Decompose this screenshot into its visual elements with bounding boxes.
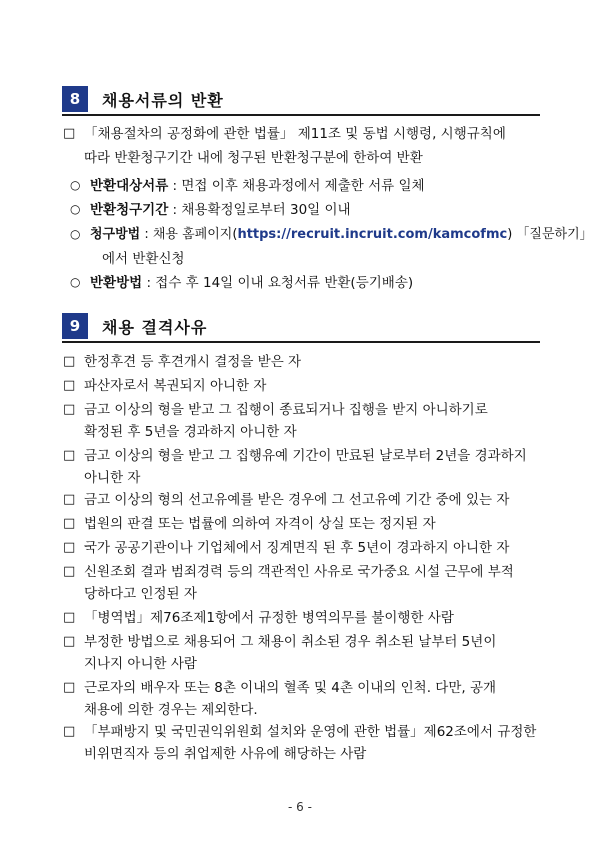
checkbox-marker: □ — [63, 354, 76, 369]
item-text: 근로자의 배우자 또는 8촌 이내의 혈족 및 4촌 이내의 인척. 다만, 공개 — [84, 680, 497, 696]
circle-marker: ○ — [70, 227, 81, 241]
section-divider — [62, 114, 540, 116]
item-text: : 접수 후 14일 이내 요청서류 반환(등기배송) — [142, 275, 414, 291]
item-text: : 채용 홈페이지( — [140, 227, 238, 242]
item-text-line-2: 에서 반환신청 — [102, 251, 185, 267]
item-text: : 채용확정일로부터 30일 이내 — [168, 202, 351, 218]
item-text-line-2: 지나지 아니한 사람 — [84, 656, 197, 672]
checkbox-marker: □ — [63, 680, 76, 695]
item-text-line-2: 당하다고 인정된 자 — [84, 586, 197, 602]
checkbox-marker: □ — [63, 126, 76, 141]
item-text: 「병역법」제76조제1항에서 규정한 병역의무를 불이행한 사람 — [84, 610, 454, 626]
checkbox-marker: □ — [63, 610, 76, 625]
item-label: 반환대상서류 — [90, 178, 169, 194]
item-text: 파산자로서 복권되지 아니한 자 — [84, 378, 267, 394]
intro-line-1: 「채용절차의 공정화에 관한 법률」 제11조 및 동법 시행령, 시행규칙에 — [84, 126, 506, 142]
section-divider — [62, 341, 540, 343]
item-text: 금고 이상의 형의 선고유예를 받은 경우에 그 선고유예 기간 중에 있는 자 — [84, 492, 510, 508]
item-text: 법원의 판결 또는 법률에 의하여 자격이 상실 또는 정지된 자 — [84, 516, 436, 532]
item-text-line-2: 비위면직자 등의 취업제한 사유에 해당하는 사람 — [84, 746, 367, 762]
item-label: 반환청구기간 — [90, 202, 169, 218]
checkbox-marker: □ — [63, 516, 76, 531]
item-text-line-2: 확정된 후 5년을 경과하지 아니한 자 — [84, 424, 297, 440]
item-text: 신원조회 결과 범죄경력 등의 객관적인 사유로 국가중요 시설 근무에 부적 — [84, 564, 514, 580]
page-number: - 6 - — [288, 800, 312, 814]
circle-marker: ○ — [70, 178, 81, 192]
circle-marker: ○ — [70, 275, 81, 289]
checkbox-marker: □ — [63, 402, 76, 417]
item-text-line-2: 채용에 의한 경우는 제외한다. — [84, 702, 258, 718]
section-9-header — [62, 313, 540, 339]
item-text: : 면접 이후 채용과정에서 제출한 서류 일체 — [168, 178, 425, 194]
checkbox-marker: □ — [63, 564, 76, 579]
section-title: 채용서류의 반환 — [102, 91, 224, 110]
checkbox-marker: □ — [63, 634, 76, 649]
intro-line-2: 따라 반환청구기간 내에 청구된 반환청구분에 한하여 반환 — [84, 150, 423, 166]
item-text: ) 「질문하기」 — [507, 227, 593, 242]
recruit-homepage-link[interactable]: https://recruit.incruit.com/kamcofmc — [237, 227, 508, 242]
item-text: 부정한 방법으로 채용되어 그 채용이 취소된 경우 취소된 날부터 5년이 — [84, 634, 497, 650]
checkbox-marker: □ — [63, 492, 76, 507]
item-text: 한정후견 등 후견개시 결정을 받은 자 — [84, 354, 302, 370]
item-text: 금고 이상의 형을 받고 그 집행이 종료되거나 집행을 받지 아니하기로 — [84, 402, 488, 418]
section-title: 채용 결격사유 — [102, 318, 208, 337]
section-number: 9 — [62, 313, 88, 339]
checkbox-marker: □ — [63, 540, 76, 555]
section-number: 8 — [62, 86, 88, 112]
item-text: 「부패방지 및 국민권익위원회 설치와 운영에 관한 법률」제62조에서 규정한 — [84, 724, 537, 740]
section-8-header — [62, 86, 540, 112]
item-label: 반환방법 — [90, 275, 143, 291]
checkbox-marker: □ — [63, 378, 76, 393]
checkbox-marker: □ — [63, 724, 76, 739]
item-text: 금고 이상의 형을 받고 그 집행유예 기간이 만료된 날로부터 2년을 경과하지 — [84, 448, 527, 464]
checkbox-marker: □ — [63, 448, 76, 463]
item-text-line-2: 아니한 자 — [84, 470, 141, 486]
item-label: 청구방법 — [90, 227, 141, 242]
circle-marker: ○ — [70, 202, 81, 216]
item-text: 국가 공공기관이나 기업체에서 징계면직 된 후 5년이 경과하지 아니한 자 — [84, 540, 510, 556]
